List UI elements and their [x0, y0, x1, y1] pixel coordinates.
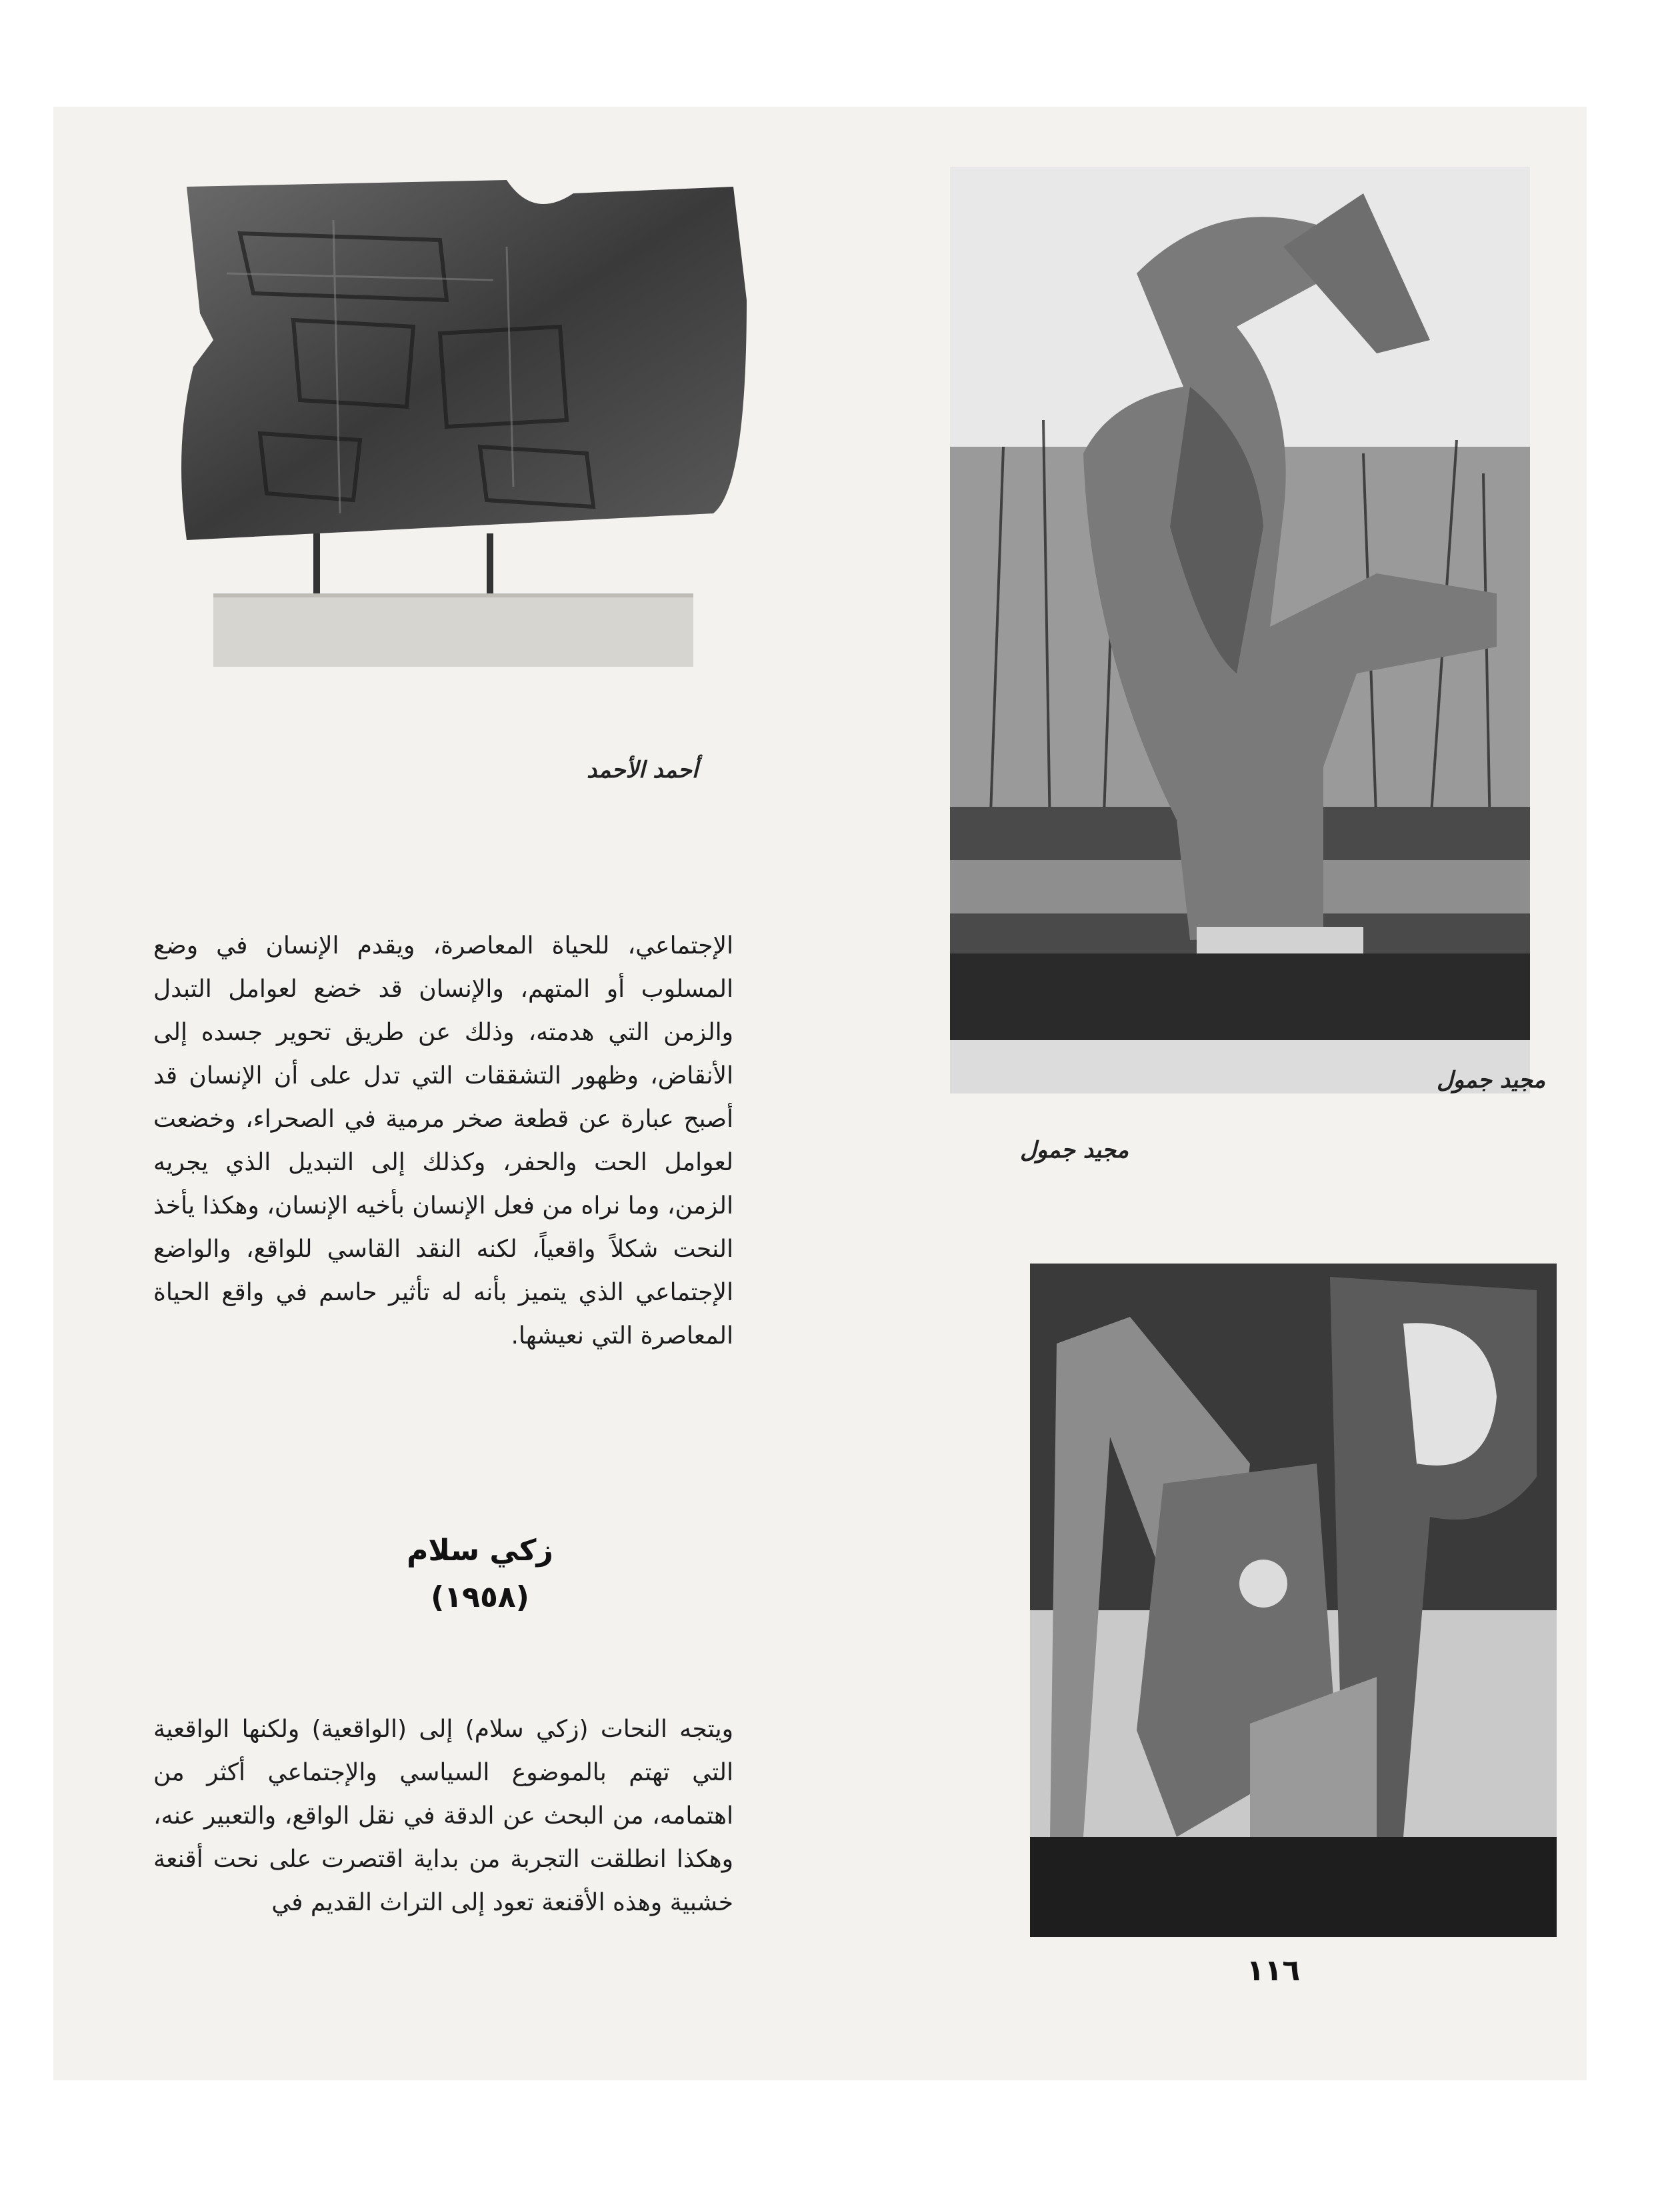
body-paragraph-1: الإجتماعي، للحياة المعاصرة، ويقدم الإنسان في وضع المسلوب أو المتهم، والإنسان قد خضع لعوامل التبدل والزمن التي هدمته، وذلك عن طريق تحوير جسده إلى الأنقاض، وظهور التشققات التي تدل على أن الإنسان قد أصبح عبارة عن قطعة صخر مرمية في الصحراء، وخضعت لعوامل الحت والحفر، وكذلك إلى التبديل الذي يجريه الزمن، وما نراه من فعل الإنسان بأخيه الإنسان، وهكذا يأخذ النحت شكلاً واقعياً، لكنه النقد القاسي للواقع، والواضع الإجتماعي الذي يتميز بأنه له تأثير حاسم في واقع الحياة المعاصرة التي نعيشها. [153, 932, 733, 1350]
page-number: ١١٦ [1246, 1954, 1301, 1988]
caption-majid-secondary: مجيد جمول [1020, 1137, 1129, 1164]
caption-majid-primary: مجيد جمول [1437, 1067, 1546, 1094]
caption-ahmad: أحمد الأحمد [587, 757, 699, 783]
section-heading-name: زكي سلام [407, 1534, 553, 1568]
book-page [53, 107, 1587, 2080]
relief-sculpture-photo [160, 167, 753, 673]
majid-sculpture-outdoor-photo [950, 167, 1530, 1094]
body-paragraph-2: ويتجه النحات (زكي سلام) إلى (الواقعية) ولكنها الواقعية التي تهتم بالموضوع السياسي والإجتماعي أكثر من اهتمامه، من البحث عن الدقة في نقل الواقع، والتعبير عنه، وهكذا انطلقت التجربة من بداية اقتصرت على نحت أقنعة خشبية وهذه الأقنعة تعود إلى التراث القديم في [153, 1716, 733, 1916]
majid-letterform-sculpture-photo [1030, 1264, 1557, 1937]
section-heading-year: (١٩٥٨) [431, 1580, 529, 1614]
